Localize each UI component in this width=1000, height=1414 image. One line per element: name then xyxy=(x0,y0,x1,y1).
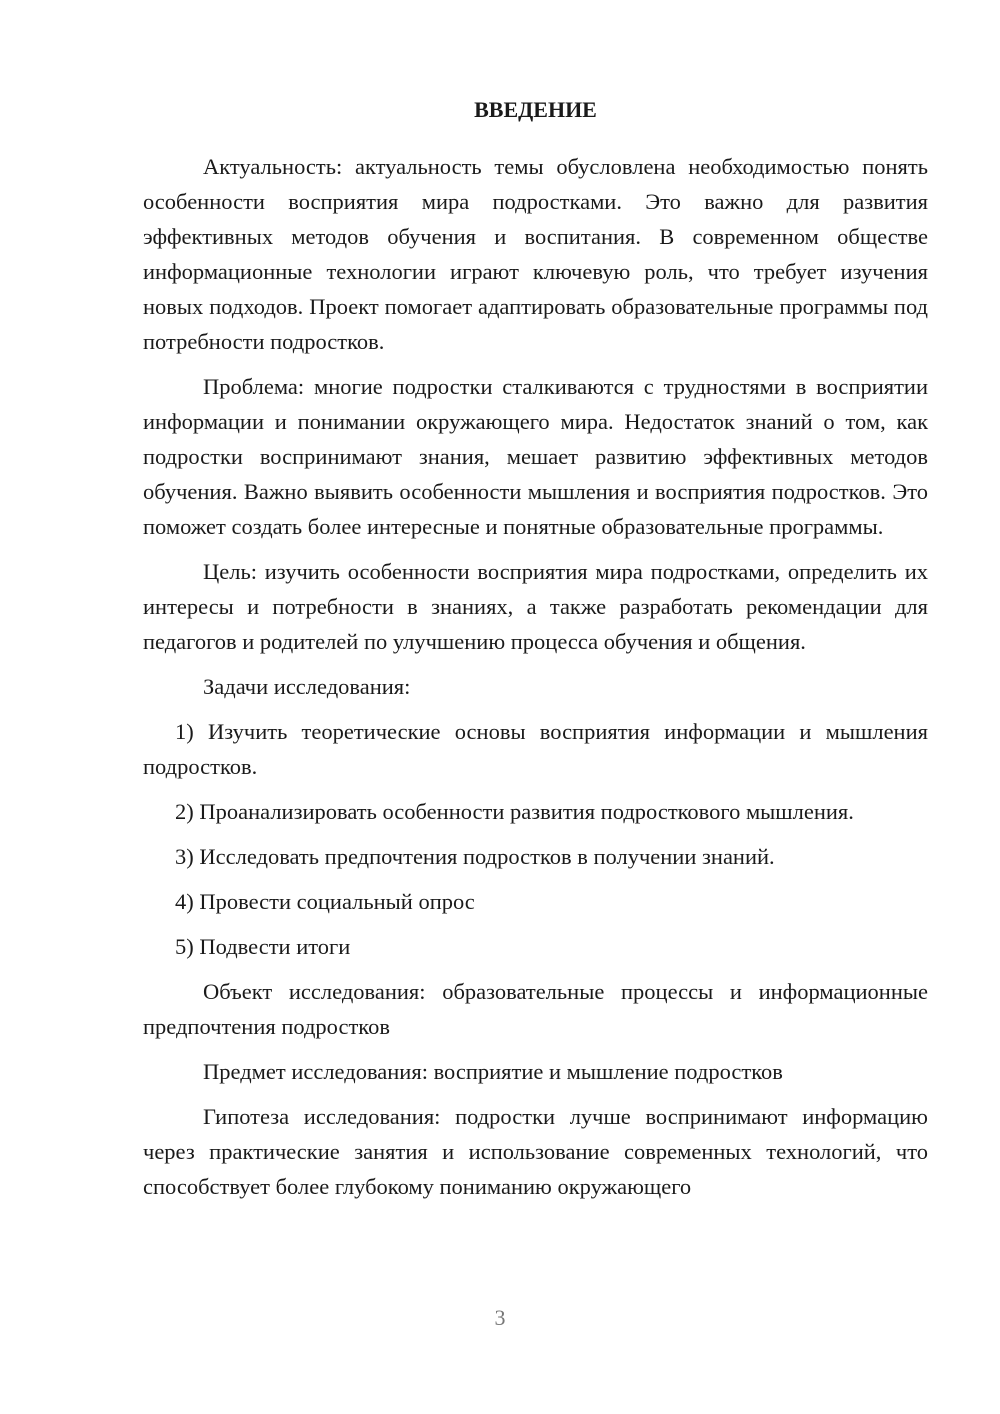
hypothesis-paragraph: Гипотеза исследования: подростки лучше воспринимают информацию через практические занятия и использование современных технологий, что способствует более глубокому пониманию окружающего xyxy=(143,1104,928,1199)
task-item-4: 4) Провести социальный опрос xyxy=(175,889,475,914)
object-paragraph: Объект исследования: образовательные процессы и информационные предпочтения подростков xyxy=(143,979,928,1039)
page-title: ВВЕДЕНИЕ xyxy=(474,97,597,122)
page-number: 3 xyxy=(494,1305,506,1330)
problem-paragraph: Проблема: многие подростки сталкиваются с трудностями в восприятии информации и понимании окружающего мира. Недостаток знаний о том, как подростки воспринимают знания, мешает развитию эффективных методов обучения. Важно выявить особенности мышления и восприятия подростков. Это поможет создать более интересные и понятные образовательные программы. xyxy=(143,374,928,539)
task-item-1: 1) Изучить теоретические основы восприятия информации и мышления подростков. xyxy=(143,719,928,779)
task-item-2: 2) Проанализировать особенности развития подросткового мышления. xyxy=(175,799,854,824)
tasks-heading: Задачи исследования: xyxy=(203,674,411,699)
task-item-5: 5) Подвести итоги xyxy=(175,934,351,959)
subject-paragraph: Предмет исследования: восприятие и мышление подростков xyxy=(203,1059,783,1084)
goal-paragraph: Цель: изучить особенности восприятия мира подростками, определить их интересы и потребности в знаниях, а также разработать рекомендации для педагогов и родителей по улучшению процесса обучения и общения. xyxy=(143,559,928,654)
task-item-3: 3) Исследовать предпочтения подростков в получении знаний. xyxy=(175,844,775,869)
relevance-paragraph: Актуальность: актуальность темы обусловлена необходимостью понять особенности восприятия мира подростками. Это важно для развития эффективных методов обучения и воспитания. В современном обществе информационные технологии играют ключевую роль, что требует изучения новых подходов. Проект помогает адаптировать образовательные программы под потребности подростков. xyxy=(143,154,928,354)
page-content xyxy=(143,92,928,1214)
